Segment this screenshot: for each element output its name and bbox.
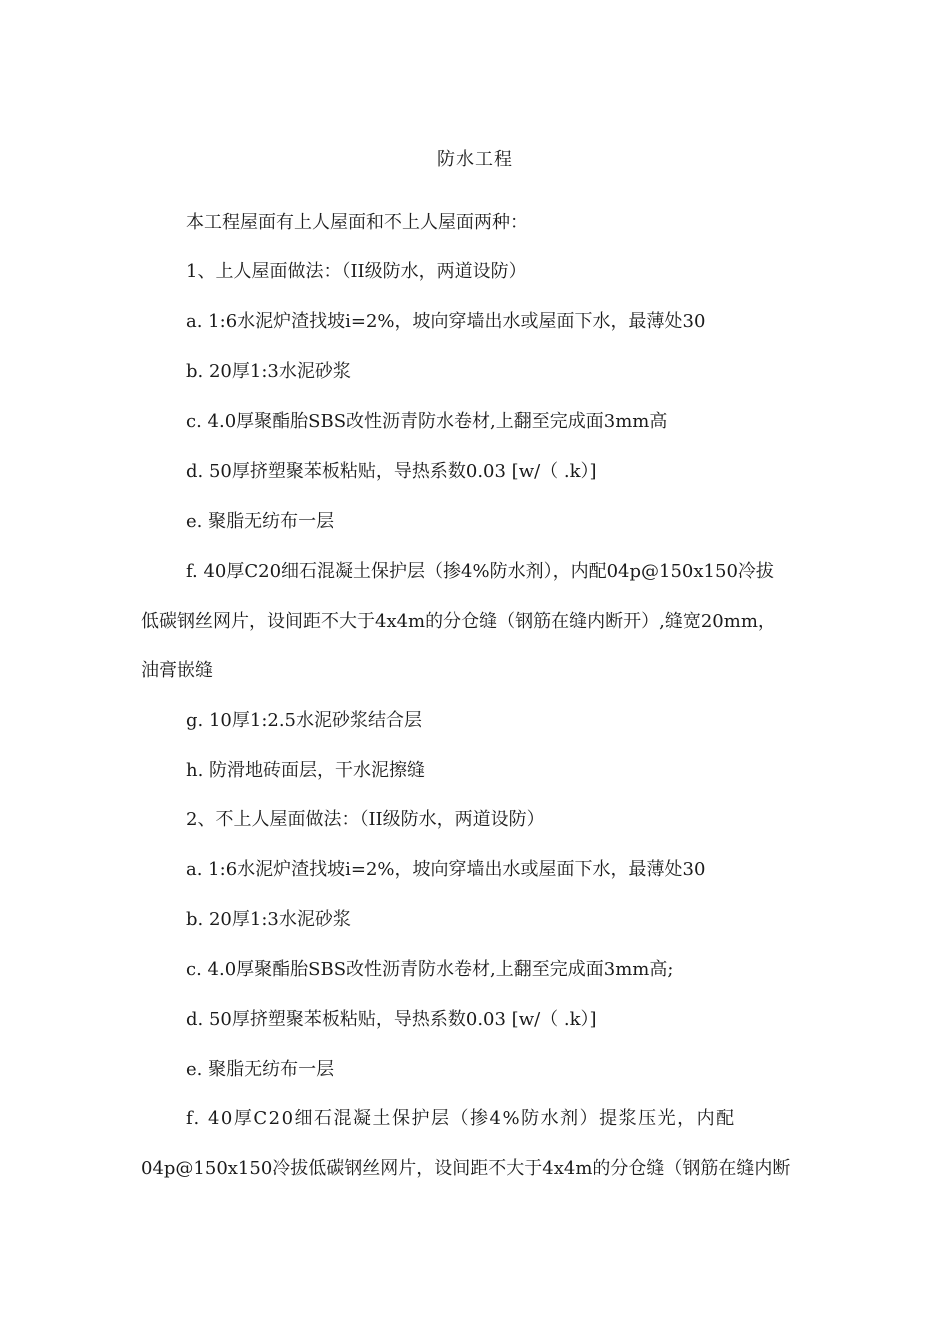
section2-item-b: b. 20厚1:3水泥砂浆	[186, 909, 351, 930]
section1-item-d: d. 50厚挤塑聚苯板粘贴，导热系数0.03 [w/（ .k）]	[186, 461, 597, 482]
section1-item-f-line2: 低碳钢丝网片，设间距不大于4x4m的分仓缝（钢筋在缝内断开）,缝宽20mm，	[141, 611, 776, 632]
section2-item-f-line2: 04p@150x150冷拔低碳钢丝网片，设间距不大于4x4m的分仓缝（钢筋在缝内断	[141, 1158, 791, 1179]
section1-item-e: e. 聚脂无纺布一层	[186, 511, 335, 532]
section1-item-f-line3: 油膏嵌缝	[141, 660, 213, 681]
section2-item-d: d. 50厚挤塑聚苯板粘贴，导热系数0.03 [w/（ .k）]	[186, 1009, 597, 1030]
section1-item-f-line1: f. 40厚C20细石混凝土保护层（掺4%防水剂），内配04p@150x150冷拔	[186, 561, 774, 582]
section1-item-a: a. 1:6水泥炉渣找坡i=2%，坡向穿墙出水或屋面下水，最薄处30	[186, 311, 706, 332]
section2-heading: 2、不上人屋面做法：（II级防水，两道设防）	[186, 809, 545, 830]
section1-item-g: g. 10厚1:2.5水泥砂浆结合层	[186, 710, 423, 731]
document-title: 防水工程	[437, 149, 513, 170]
section1-heading: 1、上人屋面做法：（II级防水，两道设防）	[186, 261, 527, 282]
section1-item-b: b. 20厚1:3水泥砂浆	[186, 361, 351, 382]
intro-paragraph: 本工程屋面有上人屋面和不上人屋面两种：	[186, 212, 528, 233]
section2-item-a: a. 1:6水泥炉渣找坡i=2%，坡向穿墙出水或屋面下水，最薄处30	[186, 859, 706, 880]
section2-item-e: e. 聚脂无纺布一层	[186, 1059, 335, 1080]
section2-item-c: c. 4.0厚聚酯胎SBS改性沥青防水卷材,上翻至完成面3mm高;	[186, 959, 674, 980]
section1-item-h: h. 防滑地砖面层，干水泥擦缝	[186, 760, 426, 781]
section1-item-c: c. 4.0厚聚酯胎SBS改性沥青防水卷材,上翻至完成面3mm高	[186, 411, 668, 432]
section2-item-f-line1: f. 40厚C20细石混凝土保护层（掺4%防水剂）提浆压光，内配	[186, 1108, 736, 1129]
